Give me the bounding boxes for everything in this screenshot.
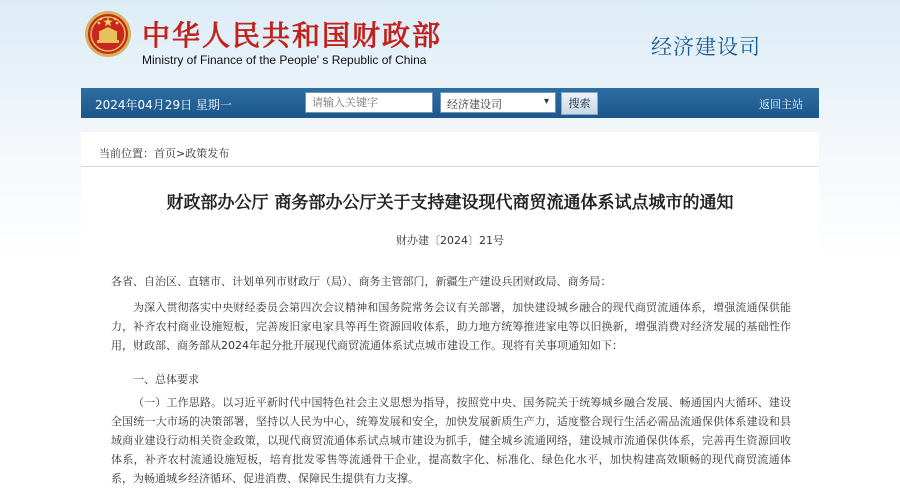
- breadcrumb-prefix: 当前位置：: [99, 147, 154, 160]
- department-select-value: 经济建设司: [447, 98, 502, 111]
- article-panel: [81, 132, 819, 500]
- breadcrumb-separator: >: [176, 147, 186, 160]
- breadcrumb-divider: [81, 166, 819, 167]
- search-button[interactable]: 搜索: [561, 92, 598, 115]
- department-name: 经济建设司: [651, 35, 761, 59]
- breadcrumb-current-link[interactable]: 政策发布: [185, 147, 230, 160]
- breadcrumb-home-link[interactable]: 首页: [154, 147, 176, 160]
- document-number: 财办建〔2024〕21号: [396, 234, 504, 247]
- site-logo-title: 中华人民共和国财政部: [142, 19, 443, 52]
- current-date: 2024年04月29日 星期一: [95, 98, 232, 112]
- chevron-down-icon: ▾: [543, 96, 549, 107]
- site-logo-subtitle: Ministry of Finance of the People' s Republic of China: [142, 53, 427, 67]
- top-nav-bar: [81, 88, 819, 118]
- return-home-link[interactable]: 返回主站: [759, 98, 803, 111]
- article-title: 财政部办公厅 商务部办公厅关于支持建设现代商贸流通体系试点城市的通知: [166, 193, 734, 213]
- article-addressee: 各省、自治区、直辖市、计划单列市财政厅（局）、商务主管部门，新疆生产建设兵团财政局、商务局：: [111, 275, 612, 288]
- breadcrumb: [99, 145, 229, 161]
- section-heading: 一、总体要求: [133, 373, 199, 386]
- article-intro-paragraph: 为深入贯彻落实中央财经委员会第四次会议精神和国务院常务会议有关部署，加快建设城乡融合的现代商贸流通体系，增强流通保供能力，补齐农村商业设施短板，完善废旧家电家具等再生资源回收体系，助力地方统筹推进家电等以旧换新，增强消费对经济发展的基础性作用，财政部、商务部从2024年起分批开展现代商贸流通体系试点城市建设工作。现将有关事项通知如下：: [111, 301, 791, 352]
- article-paragraph: （一）工作思路。以习近平新时代中国特色社会主义思想为指导，按照党中央、国务院关于统筹城乡融合发展、畅通国内大循环、建设全国统一大市场的决策部署，坚持以人民为中心，统筹发展和安全，加快发展新质生产力，适度整合现行生活必需品流通保供体系建设和县域商业建设行动相关资金政策，以现代商贸流通体系试点城市建设为抓手，健全城乡流通网络，建设城市流通保供体系，完善再生资源回收体系，补齐农村流通设施短板，培育批发零售等流通骨干企业，提高数字化、标准化、绿色化水平，加快构建高效顺畅的现代商贸流通体系，为畅通城乡经济循环、促进消费、保障民生提供有力支撑。: [111, 396, 791, 485]
- site-header: [0, 0, 900, 88]
- national-emblem-icon: [84, 10, 132, 58]
- search-input[interactable]: [305, 92, 433, 113]
- department-select[interactable]: [440, 92, 556, 113]
